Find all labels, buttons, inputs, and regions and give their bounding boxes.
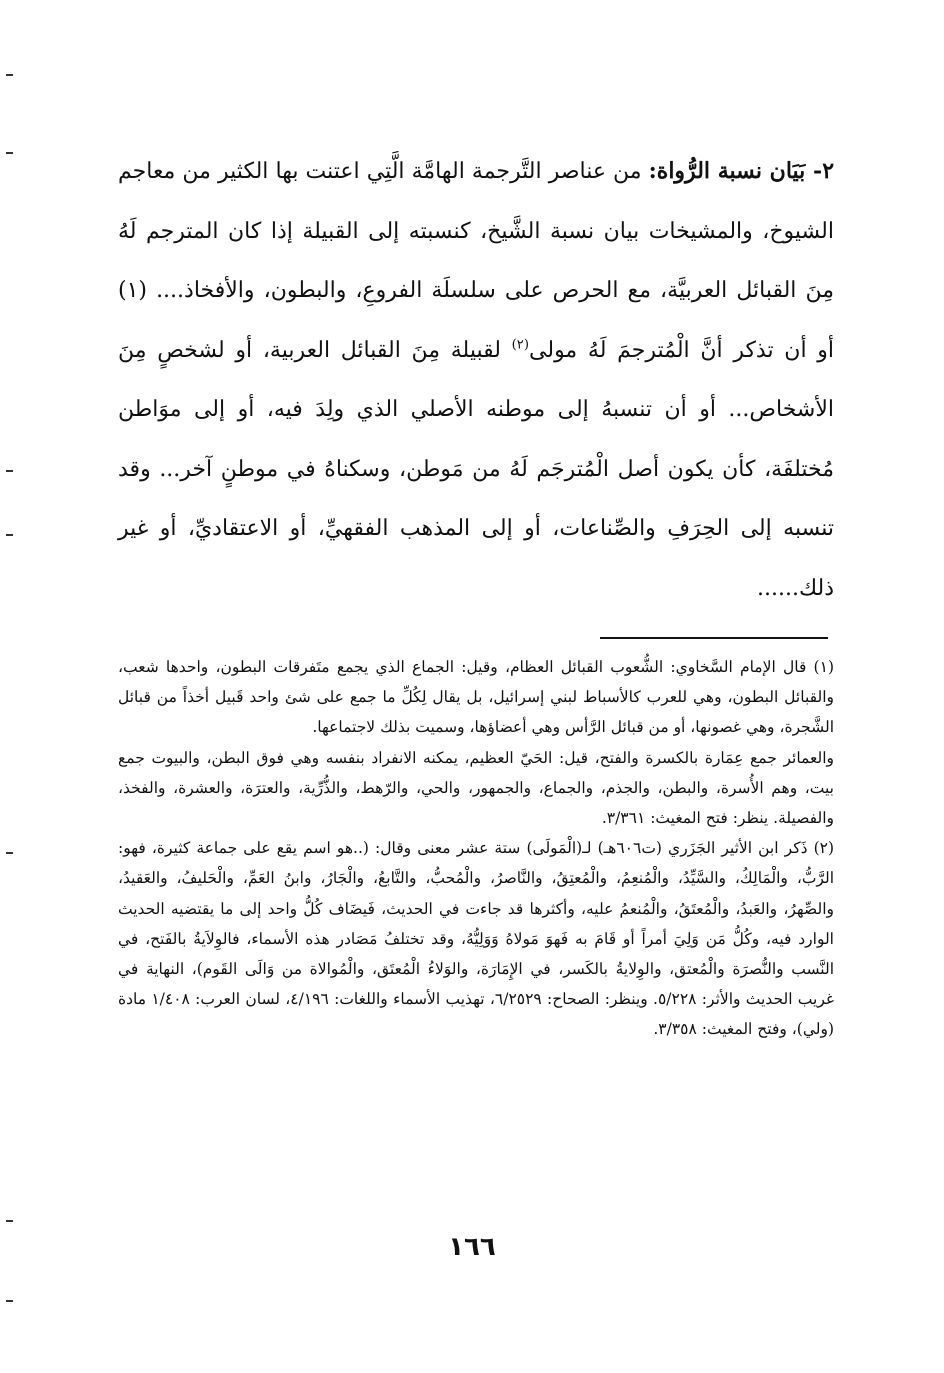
footnote-ref-2: (٢) bbox=[511, 337, 530, 353]
footnotes-section bbox=[118, 652, 834, 1045]
scan-edge-mark bbox=[6, 1220, 13, 1222]
scan-edge-mark bbox=[6, 74, 13, 76]
footnote-1-para-2: والعمائر جمع عِمَارة بالكسرة والفتح، قيل: الحَيّ العظيم، يمكنه الانفراد بنفسه وهي فوق البطن، والبيوت جمع بيت، وهم الأُسرة، والبطن، والجذم، والجماع، والجمهور، والحي، والرّهط، والذُّرِّية، والعترَة، والعشرة، والفخذ، والفصيلة. ينظر: فتح المغيث: ٣/٣٦١. bbox=[118, 748, 834, 828]
section-heading: ٢- بَيَان نسبة الرُّواة: bbox=[648, 158, 835, 184]
footnote-1-para-1: (١) قال الإمام السَّخاوي: الشُّعوب القبائل العظام، وقيل: الجماع الذي يجمع متَفرقات البطون، واحدها شعب، والقبائل البطون، وهي للعرب كالأسباط لبني إسرائيل، بل يقال لِكُلِّ ما جمع على شئ واحد قَبيل أخذاً من قبائل الشَّجرة، وهي غصونها، أو من قبائل الرَّأس وهي أعضاؤها، وسميت بذلك لاجتماعها. bbox=[118, 658, 834, 737]
scan-edge-mark bbox=[6, 534, 13, 536]
scan-edge-mark bbox=[6, 152, 13, 154]
main-body-text: من عناصر التَّرجمة الهامَّة الَّتِي اعتنت بها الكثير من معاجم الشيوخ، والمشيخات بيان نسبة الشَّيخ، كنسبته إلى القبيلة إذا كان المترجم لَهُ مِنَ القبائل العربيَّة، مع الحرص على سلسلَة الفروعِ، والبطون، والأفخاذ.... (١) أو أن تذكر أنَّ الْمُترجمَ لَهُ مولى bbox=[118, 159, 834, 363]
scan-edge-mark bbox=[6, 470, 13, 472]
main-body-continued: لقبيلة مِنَ القبائل العربية، أو لشخصٍ مِنَ الأشخاص... أو أن تنسبهُ إلى موطنه الأصلي الذي ولِدَ فيه، أو إلى موَاطن مُختلفَة، كأن يكون أصل الْمُترجَم لَهُ من مَوطن، وسكناهُ في موطنٍ آخر... وقد تنسبه إلى الحِرَفِ والصِّناعات، أو إلى المذهب الفقهيِّ، أو الاعتقاديِّ، أو غير ذلك...... bbox=[118, 337, 834, 601]
scan-edge-mark bbox=[6, 1300, 13, 1302]
footnote-2: (٢) ذَكر ابن الأثير الجَزَري (ت٦٠٦هـ) لـ(الْمَولَى) ستة عشر معنى وقال: (..هو اسم يقع على جماعة كثيرة، فهو: الرَّبُّ، والْمَالِكُ، والسَّيِّدُ، والْمُنعِمُ، والْمُعتِقُ، والنَّاصرُ، والْمُحبُّ، والتَّابعُ، والْجَارُ، وابنُ العَمِّ، والْحَليفُ، والعَقيدُ، والصِّهرُ، والعَبدُ، والْمُعتَقُ، والْمُنعمُ عليه، وأكثرها قد جاءت في الحديث، فَيضَاف كُلُّ واحد إلى ما يقتضيه الحديث الوارد فيه، وكُلُّ مَن وَلِيَ أمراً أو قَامَ به فَهوَ مَولاهُ وَوَلِيُّهُ، وقد تختلفُ مَصَادر هذه الأسماء، فالوِلاَيةُ بالفَتح، في النَّسب والنُّصرَة والْمُعتق، والوِلايةُ بالكَسر، في الإِمَارَة، والوَلاءُ الْمُعتَق، والْمُوالاة من وَالَى القَوم)، النهاية في غريب الحديث والأثر: ٥/٢٢٨. وينظر: الصحاح: ٦/٢٥٢٩، تهذيب الأسماء واللغات: ٤/١٩٦، لسان العرب: ١/٤٠٨ مادة (ولي)، وفتح المغيث: ٣/٣٥٨. bbox=[118, 839, 835, 1039]
page-number: ١٦٦ bbox=[448, 1232, 496, 1262]
footnote-divider bbox=[600, 637, 828, 639]
scan-edge-mark bbox=[6, 852, 13, 854]
main-paragraph bbox=[118, 142, 834, 618]
